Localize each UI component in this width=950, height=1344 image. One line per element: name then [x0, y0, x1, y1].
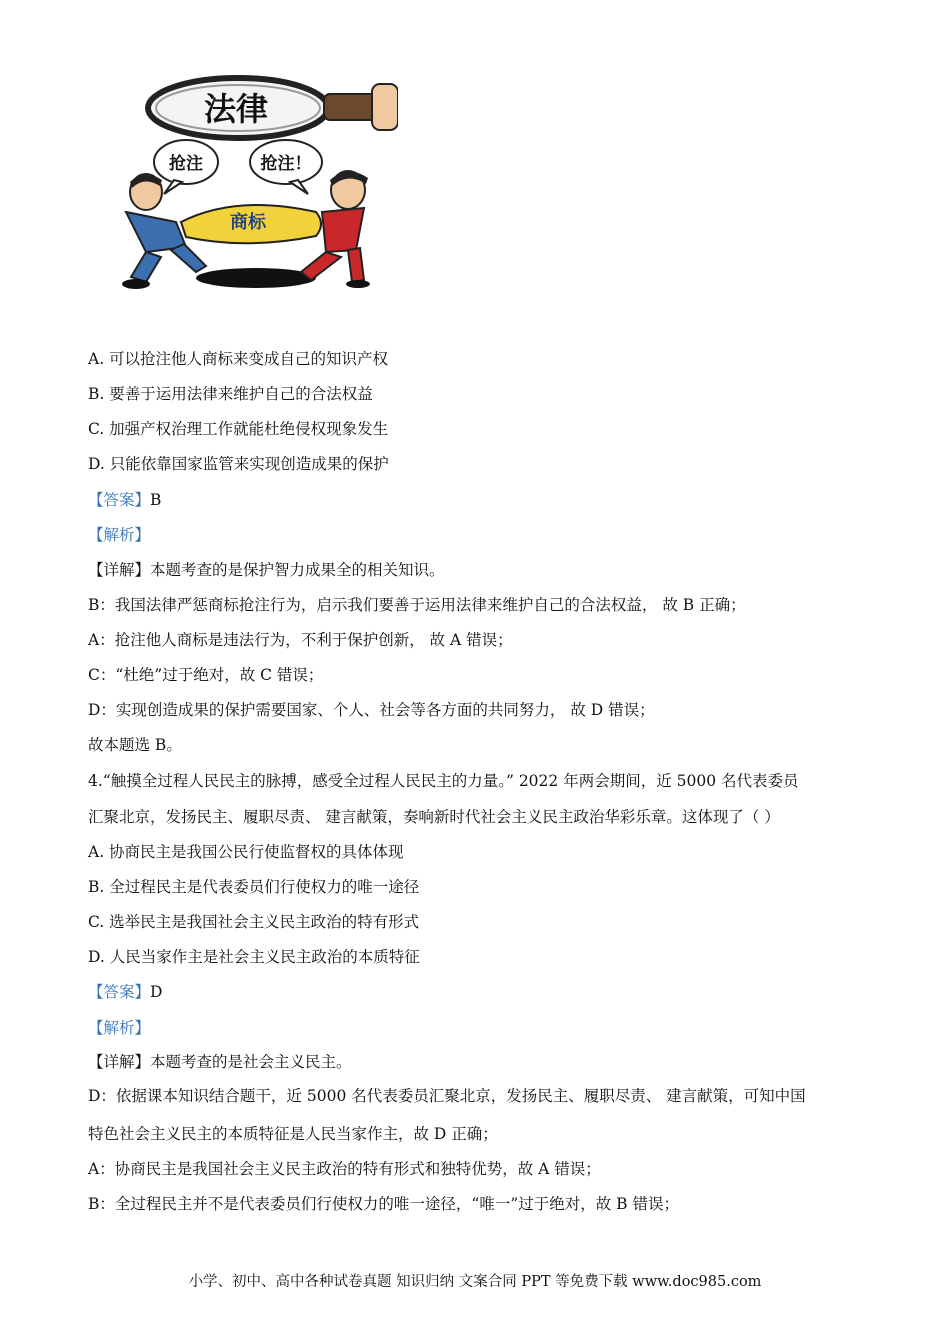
q4-stem-line-2: 汇聚北京，发扬民主、履职尽责、 建言献策，奏响新时代社会主义民主政治华彩乐章。这体现了（ ）	[88, 808, 780, 826]
q3-option-c: C. 加强产权治理工作就能杜绝侵权现象发生	[88, 420, 389, 438]
q4-option-a: A. 协商民主是我国公民行使监督权的具体体现	[88, 843, 404, 861]
q4-detail-line	[88, 1052, 352, 1072]
q4-detail-d-line-2: 特色社会主义民主的本质特征是人民当家作主，故 D 正确；	[88, 1125, 498, 1143]
trademark-cartoon-illustration	[86, 72, 398, 292]
magnifier-text: 法律	[203, 90, 269, 128]
q4-answer-tag: 【答案】	[88, 983, 151, 1001]
q3-detail-line	[88, 560, 445, 580]
q3-answer-tag: 【答案】	[88, 491, 151, 509]
q4-option-c: C. 选举民主是我国社会主义民主政治的特有形式	[88, 913, 420, 931]
page-footer: 小学、初中、高中各种试卷真题 知识归纳 文案合同 PPT 等免费下载 www.doc985.com	[188, 1274, 762, 1290]
q3-analysis-tag: 【解析】	[88, 526, 151, 544]
speech-bubble-right-text: 抢注！	[260, 154, 312, 174]
q4-analysis-tag: 【解析】	[88, 1019, 151, 1037]
q4-option-b: B. 全过程民主是代表委员们行使权力的唯一途径	[88, 878, 420, 896]
q4-detail-d-line-1: D：依据课本知识结合题干，近 5000 名代表委员汇聚北京，发扬民主、履职尽责、 建言献策，可知中国	[88, 1087, 806, 1105]
trademark-bag-text: 商标	[230, 212, 266, 233]
q3-option-a: A. 可以抢注他人商标来变成自己的知识产权	[88, 350, 389, 368]
q3-detail-b: B：我国法律严惩商标抢注行为，启示我们要善于运用法律来维护自己的合法权益， 故 B 正确；	[88, 596, 746, 614]
q4-answer-value: D	[150, 983, 163, 1001]
q4-detail-text: 本题考查的是社会主义民主。	[150, 1053, 352, 1071]
q4-option-d: D. 人民当家作主是社会主义民主政治的本质特征	[88, 948, 420, 966]
q3-detail-a: A：抢注他人商标是违法行为，不利于保护创新， 故 A 错误；	[88, 631, 513, 649]
q3-conclusion: 故本题选 B。	[88, 736, 182, 754]
q4-stem-line-1: 4.“触摸全过程人民民主的脉搏，感受全过程人民民主的力量。” 2022 年两会期间，近 5000 名代表委员	[88, 772, 799, 790]
q4-detail-b: B：全过程民主并不是代表委员们行使权力的唯一途径，“唯一”过于绝对，故 B 错误；	[88, 1195, 679, 1213]
q4-detail-tag: 【详解】	[88, 1053, 151, 1071]
q3-detail-c: C：“杜绝”过于绝对，故 C 错误；	[88, 666, 324, 684]
q4-answer-line	[88, 982, 162, 1002]
q3-option-b: B. 要善于运用法律来维护自己的合法权益	[88, 385, 373, 403]
q3-option-d: D. 只能依靠国家监管来实现创造成果的保护	[88, 455, 389, 473]
q3-detail-text: 本题考查的是保护智力成果全的相关知识。	[150, 561, 445, 579]
q3-answer-line	[88, 490, 161, 510]
q4-detail-a: A：协商民主是我国社会主义民主政治的特有形式和独特优势，故 A 错误；	[88, 1160, 601, 1178]
q3-detail-tag: 【详解】	[88, 561, 151, 579]
speech-bubble-left-text: 抢注	[169, 154, 203, 174]
q3-detail-d: D：实现创造成果的保护需要国家、个人、社会等各方面的共同努力， 故 D 错误；	[88, 701, 655, 719]
q3-answer-value: B	[150, 491, 162, 509]
